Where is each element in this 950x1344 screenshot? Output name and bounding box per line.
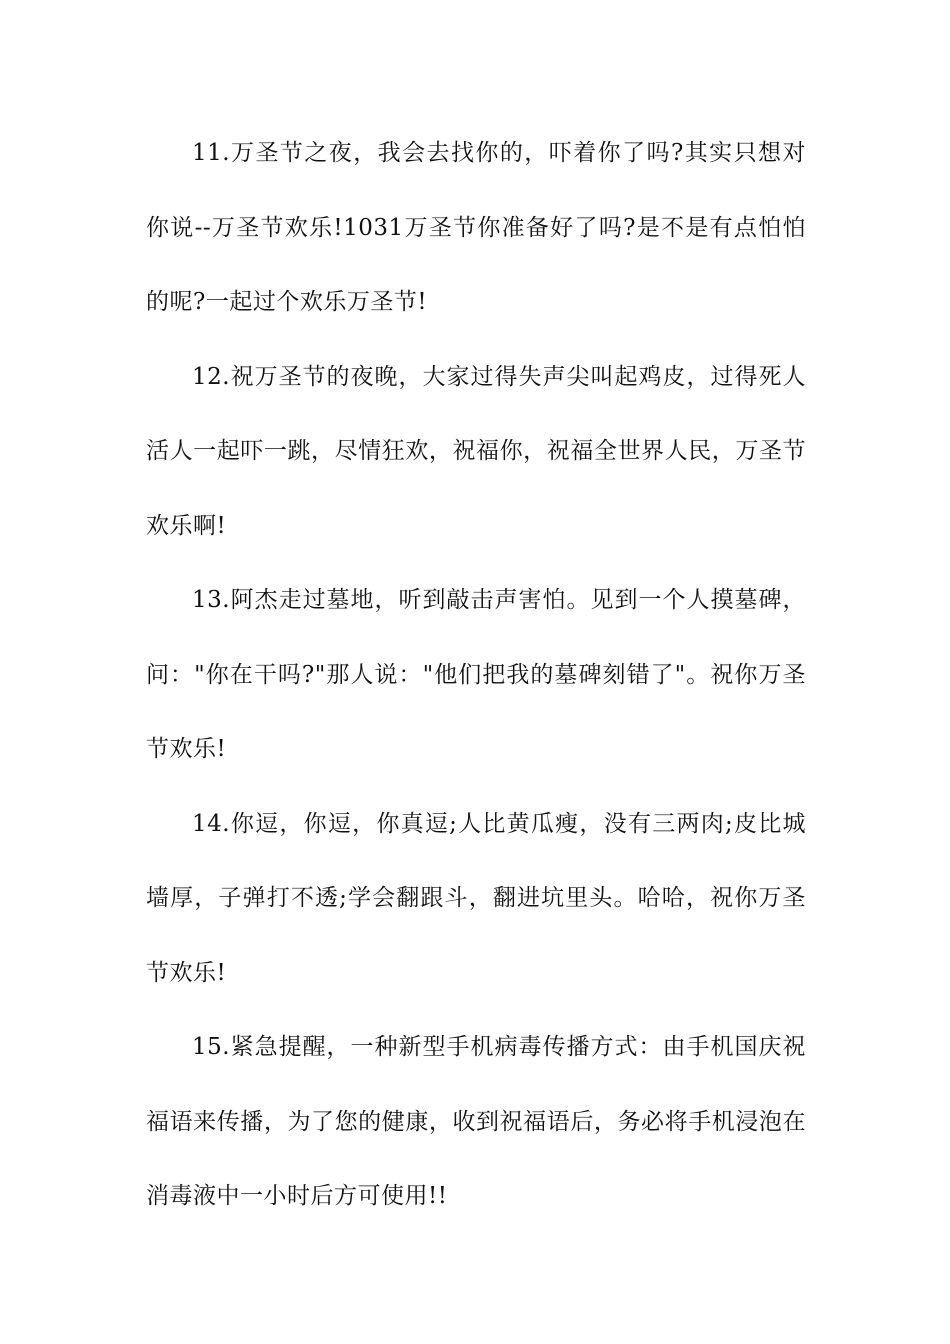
paragraph-14: 14.你逗，你逗，你真逗;人比黄瓜瘦，没有三两肉;皮比城墙厚，子弹打不透;学会翻跟斗，翻进坑里头。哈哈，祝你万圣节欢乐!: [146, 810, 806, 986]
paragraph-12: 12.祝万圣节的夜晚，大家过得失声尖叫起鸡皮，过得死人活人一起吓一跳，尽情狂欢，祝福你，祝福全世界人民，万圣节欢乐啊!: [146, 363, 806, 539]
paragraph-13: 13.阿杰走过墓地，听到敲击声害怕。见到一个人摸墓碑，问："你在干吗?"那人说："他们把我的墓碑刻错了"。祝你万圣节欢乐!: [146, 587, 806, 762]
document-body: [146, 116, 806, 1234]
paragraph-11: 11.万圣节之夜，我会去找你的，吓着你了吗?其实只想对你说--万圣节欢乐!1031万圣节你准备好了吗?是不是有点怕怕的呢?一起过个欢乐万圣节!: [146, 140, 806, 315]
paragraph-15: 15.紧急提醒，一种新型手机病毒传播方式：由手机国庆祝福语来传播，为了您的健康，收到祝福语后，务必将手机浸泡在消毒液中一小时后方可使用!!: [146, 1034, 806, 1209]
